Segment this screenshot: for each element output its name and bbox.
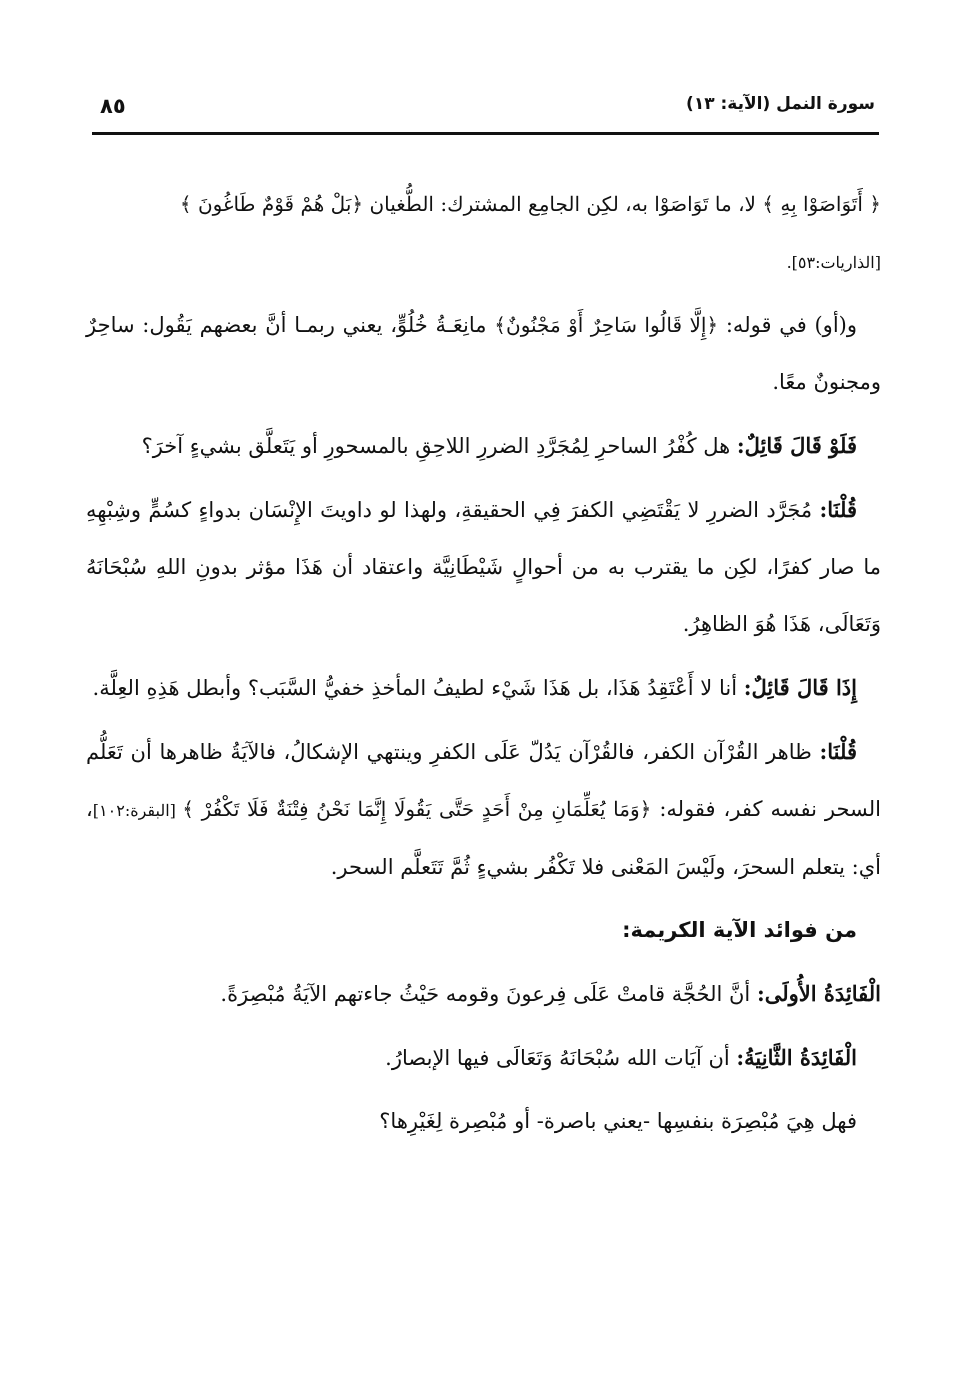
page-header — [92, 92, 879, 135]
paragraph-text: هل كُفْرُ الساحرِ لِمُجَرَّدِ الضررِ اللاحِقِ بالمسحورِ أو يَتَعلَّق بشيءٍ آخرَ؟ — [141, 434, 737, 458]
paragraph-text: ظاهر القُرْآن الكفر، فالقُرْآن يَدُلّ عَلَى الكفرِ وينتهي الإشكالُ، فالآيَةُ ظاهرها أن تَعَلُّم السحر نفسه كفر، فقوله: — [86, 740, 882, 821]
paragraph-question-2 — [86, 659, 881, 717]
paragraph-lead: فَلَوْ قَالَ قَائِلٌ: — [736, 433, 857, 458]
benefit-1 — [86, 965, 881, 1023]
benefit-text: أنَّ الحُجَّة قامتْ عَلَى فِرعونَ وقومه حَيْثُ جاءتهم الآيَةُ مُبْصِرَةً. — [220, 982, 757, 1006]
paragraph-text: أنا لا أَعْتَقِدُ هَذَا، بل هَذَا شَيْء لطيفُ المأخذِ خفيُّ السَّبَب؟ وأبطل هَذِهِ العِلَّة. — [92, 676, 744, 700]
benefit-2 — [86, 1029, 881, 1087]
paragraph-tawasaw — [86, 176, 881, 291]
paragraph-text: مانِعَـةُ خُلُوٍّ، يعني ربمـا أنَّ بعضهم يَقُول: ساحِرٌ ومجنونٌ معًا. — [86, 313, 881, 394]
page-body — [86, 176, 881, 1156]
paragraph-question-1 — [86, 417, 881, 475]
verse-reference: [الذاريات:٥٣]. — [786, 253, 881, 272]
quran-quote: ﴿وَمَا يُعَلِّمَانِ مِنْ أَحَدٍ حَتَّى يَقُولَا إِنَّمَا نَحْنُ فِتْنَةٌ فَلَا تَكْفُرْ ﴾ — [182, 797, 652, 821]
paragraph-text: ، أي: يتعلم السحرَ، ولَيْسَ المَعْنى فلا تَكْفُر بشيءٍ ثُمَّ تَتَعلَّم السحر. — [86, 797, 881, 879]
section-heading: من فوائد الآية الكريمة: — [622, 918, 857, 942]
paragraph-text: و(أو) في قوله: — [718, 313, 857, 337]
paragraph-text: مُجَرَّد الضررِ لا يَقْتَضِي الكفرَ فِي الحقيقةِ، ولهذا لو داويتَ الإِنْسَان بدواءٍ كسُمٍّ وشِبْهِهِ ما صار كفرًا، لكِن ما يقترب به من أحوالٍ شَيْطَانِيَّة واعتقاد أن هَذَا مؤثر بدونِ اللهِ سُبْحَانَهُ وَتَعَالَى، هَذَا هُوَ الظاهِرُ. — [86, 498, 881, 636]
benefit-question — [86, 1093, 881, 1150]
verse-reference: [البقرة:١٠٢] — [92, 801, 183, 820]
benefit-text: أن آيَات الله سُبْحَانَهُ وَتَعَالَى فيها الإبصارُ. — [385, 1046, 737, 1070]
quran-quote: ﴿إِلَّا قَالُوا سَاحِرٌ أَوْ مَجْنُونٌ﴾ — [494, 313, 719, 337]
paragraph-lead: قُلْنَا: — [819, 739, 857, 764]
page-number: ٨٥ — [100, 94, 126, 118]
benefit-lead: الْفَائِدَةُ الأُولَى: — [756, 981, 881, 1006]
benefit-text: فهل هِيَ مُبْصِرَة بنفسِها -يعني باصرة- أو مُبْصِرة لِغَيْرِها؟ — [379, 1109, 857, 1133]
paragraph-answer-2 — [86, 723, 881, 896]
paragraph-lead: قُلْنَا: — [819, 497, 857, 522]
paragraph-aw — [86, 297, 881, 411]
paragraph-answer-1 — [86, 481, 881, 653]
paragraph-text: ﴿ أَتَوَاصَوْا بِهِ ﴾ لا، ما تَوَاصَوْا به، لكِن الجامِع المشترك: الطُّغيان ﴿بَلْ هُمْ قَوْمٌ طَاغُونَ ﴾ — [179, 192, 881, 216]
benefit-lead: الْفَائِدَةُ الثَّانِيَةُ: — [736, 1045, 857, 1070]
paragraph-lead: إِذَا قَالَ قَائِلٌ: — [743, 675, 857, 700]
running-title: سورة النمل (الآية: ١٣) — [686, 94, 875, 114]
